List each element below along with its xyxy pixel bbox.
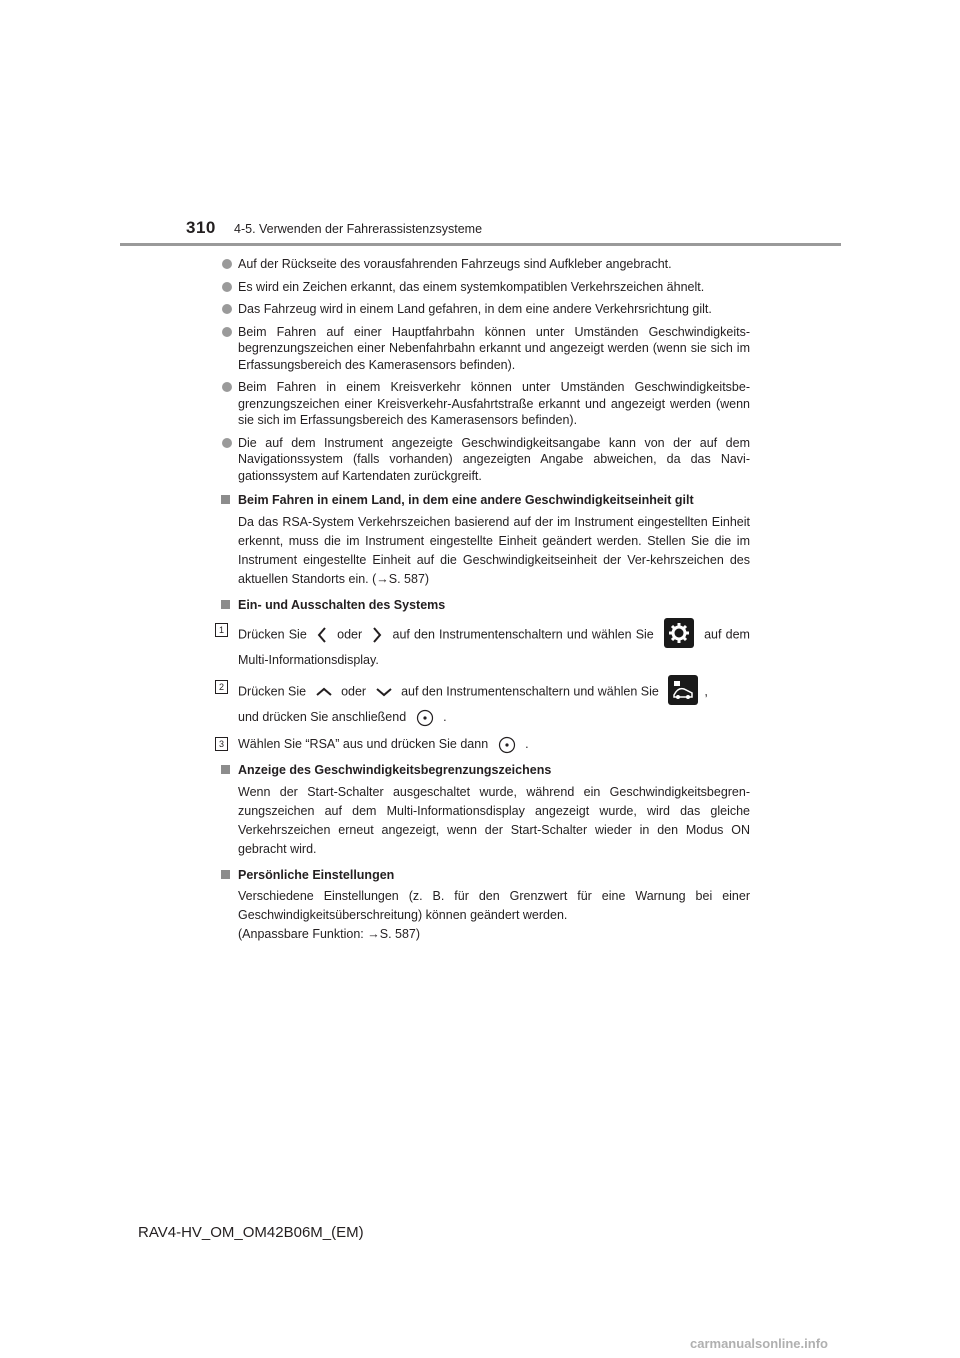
gear-icon (664, 618, 694, 648)
section-square-icon (221, 600, 230, 609)
bullet-dot-icon (222, 327, 232, 337)
bullet-item (221, 435, 750, 485)
ok-button-icon (498, 736, 516, 754)
section-square-icon (221, 870, 230, 879)
personal-heading-text: Persönliche Einstellungen (238, 867, 395, 882)
page-number: 310 (186, 218, 216, 237)
display-section-text: Wenn der Start-Schalter ausgeschaltet wurde, während ein Geschwindigkeitsbegren-zungszeichen auf dem Multi-Informationsdisplay angezeigt wurde, wird das gleiche Verkehrszeichen erneut angezeigt, wenn der Start-Schalter wieder in den Modus ON gebracht wird. (238, 784, 750, 856)
bullet-item (221, 256, 750, 273)
step-text: und drücken Sie anschließend (238, 710, 407, 724)
bullet-dot-icon (222, 259, 232, 269)
step-1 (218, 620, 750, 670)
section-square-icon (221, 495, 230, 504)
bullet-text: Die auf dem Instrument angezeigte Geschwindigkeitsangabe kann von der auf dem Navigationssystem (falls vorhanden) angezeigten Angabe abweichen, da das Navi-gationssystem auf Kartendaten zurückgreift. (238, 435, 750, 483)
unit-heading-text: Beim Fahren in einem Land, in dem eine andere Geschwindigkeitseinheit gilt (238, 493, 694, 507)
bullet-dot-icon (222, 438, 232, 448)
unit-section-text: Da das RSA-System Verkehrszeichen basierend auf der im Instrument eingestellten Einheit erkennt, muss die im Instrument eingestellte Einheit geändert werden. Stellen Sie die im Instrument eingestellte Einheit auf die Geschwindigkeitseinheit der Ver-kehrszeichen des aktuellen Standorts ein. (→S. 587) (238, 514, 750, 586)
step-text: oder (341, 684, 367, 699)
step-text: auf den Instrumentenschaltern und wählen Sie (401, 684, 659, 699)
bullet-item (221, 324, 750, 374)
bullet-text: Beim Fahren in einem Kreisverkehr können unter Umständen Geschwindigkeitsbe-grenzungszeichen einer Kreisverkehr-Ausfahrtstraße erkannt und angezeigt werden (wenn sie sich im Erfassungsbereich des Kamerasensors befinden). (238, 380, 750, 427)
page-content (218, 256, 750, 948)
step-text: , (704, 684, 708, 699)
step-text: auf dem Multi-Informationsdisplay. (238, 627, 750, 667)
step-number: 2 (215, 680, 228, 694)
bullet-text: Das Fahrzeug wird in einem Land gefahren, in dem eine andere Verkehrsrichtung gilt. (238, 302, 712, 316)
bullet-item (221, 279, 750, 296)
display-section-heading (221, 762, 750, 779)
personal-text-line: Verschiedene Einstellungen (z. B. für den Grenzwert für eine Warnung bei einer Geschwindigkeitsüberschreitung) können geändert werden. (238, 889, 750, 922)
bullet-item (221, 301, 750, 318)
personal-section-heading (221, 867, 750, 884)
display-heading-text: Anzeige des Geschwindigkeitsbegrenzungszeichens (238, 763, 552, 777)
bullet-text: Auf der Rückseite des vorausfahrenden Fahrzeugs sind Aufkleber angebracht. (238, 257, 672, 271)
step-text: Drücken Sie (238, 627, 307, 642)
footer-model-code: RAV4-HV_OM_OM42B06M_(EM) (138, 1224, 364, 1241)
personal-text-line: (Anpassbare Funktion: →S. 587) (238, 927, 421, 941)
step-3 (218, 734, 750, 754)
step-2 (218, 677, 750, 727)
step-text: oder (337, 627, 363, 642)
section-square-icon (221, 765, 230, 774)
section-title: 4-5. Verwenden der Fahrerassistenzsysteme (234, 222, 483, 236)
onoff-section-heading (221, 597, 750, 614)
chevron-left-icon (317, 627, 327, 643)
onoff-heading-text: Ein- und Ausschalten des Systems (238, 597, 446, 612)
step-number: 1 (215, 623, 228, 637)
chevron-up-icon (316, 687, 332, 697)
step-text: auf den Instrumentenschaltern und wählen Sie (392, 627, 654, 642)
step-text: Wählen Sie “RSA” aus und drücken Sie dann (238, 737, 489, 751)
bullet-text: Es wird ein Zeichen erkannt, das einem systemkompatiblen Verkehrszeichen ähnelt. (238, 279, 705, 294)
bullet-dot-icon (222, 382, 232, 392)
step-number: 3 (215, 737, 228, 751)
unit-section-heading (221, 492, 750, 509)
chevron-down-icon (376, 687, 392, 697)
personal-section-text (221, 887, 750, 944)
bullet-dot-icon (222, 304, 232, 314)
ok-button-icon (416, 709, 434, 727)
bullet-item (221, 379, 750, 429)
bullet-dot-icon (222, 282, 232, 292)
chevron-right-icon (372, 627, 382, 643)
driver-assist-icon (668, 675, 698, 705)
step-text: . (443, 710, 447, 724)
step-text: . (525, 737, 529, 751)
header-rule (120, 243, 841, 246)
watermark: carmanualsonline.info (690, 1336, 828, 1351)
step-text: Drücken Sie (238, 684, 307, 699)
bullet-text: Beim Fahren auf einer Hauptfahrbahn können unter Umständen Geschwindigkeits-begrenzungszeichen einer Nebenfahrbahn erkannt und angezeigt werden (wenn sie sich im Erfassungsbereich des Kamerasensors befinden). (238, 324, 750, 372)
